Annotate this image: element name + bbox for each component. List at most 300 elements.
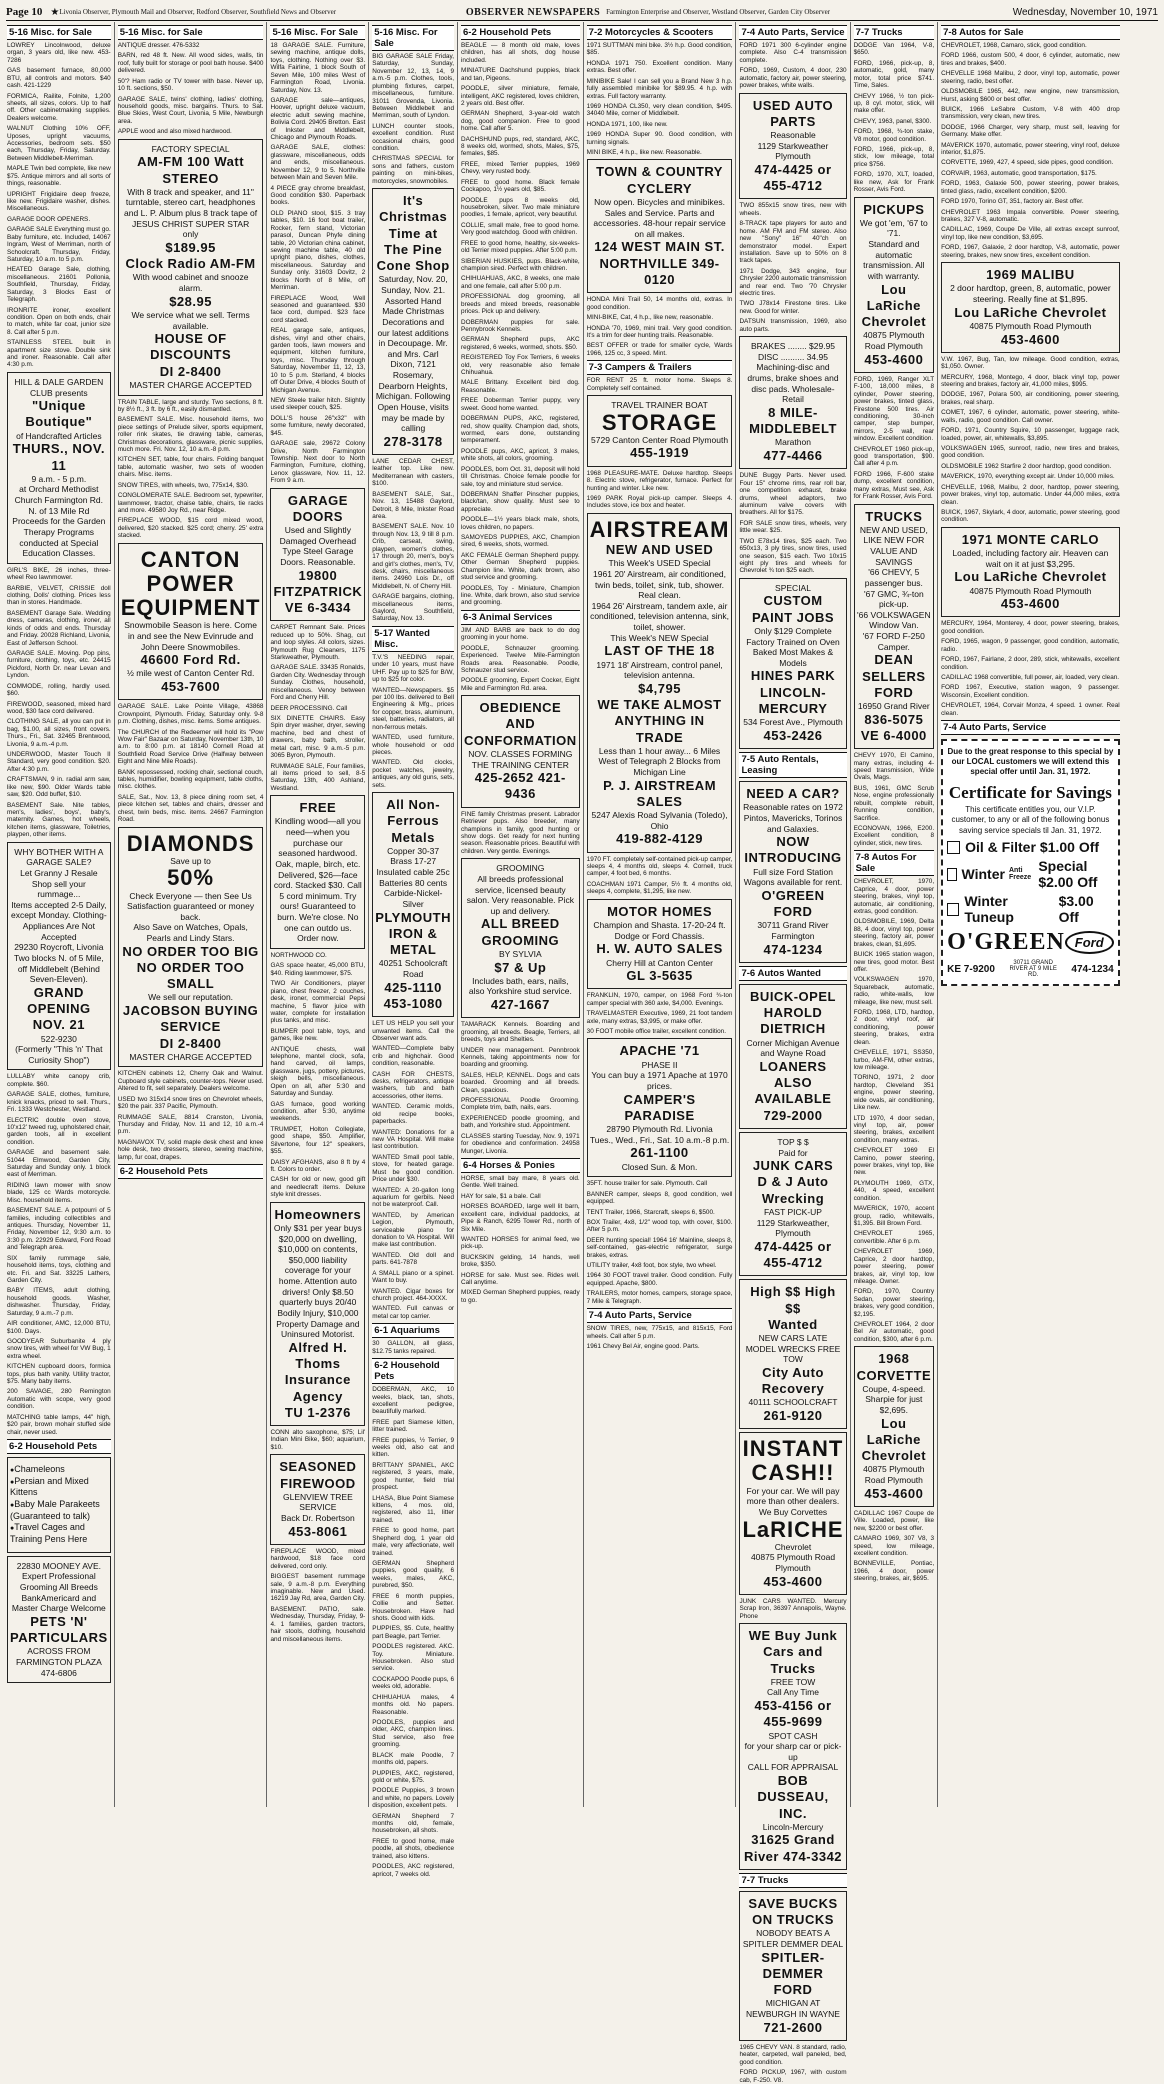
classified-ad: CHEVROLET 1965, convertible. After 6 p.m. — [853, 1230, 935, 1245]
column-2 — [115, 22, 268, 1807]
display-ad-line: GL 3-5635 — [626, 968, 693, 984]
classified-ad: CARPET Remnant Sale. Prices reduced up to 50%. Shag, cut and loop styles. All colors, sizes. Plymouth Rug Cleaners, 1175 Starkweather, Plymouth. — [270, 624, 366, 662]
display-ad-line: 50% — [167, 865, 215, 891]
section-heading: 7-7 Trucks — [854, 25, 935, 40]
display-ad — [461, 858, 580, 1018]
classified-ad: LULLABY white canopy crib, complete. $60. — [7, 1073, 111, 1088]
display-ad-line: MASTER CHARGE ACCEPTED — [129, 379, 252, 390]
classified-ad: CHEVROLET 1969, Caprice, 2 door hardtop, power steering, power brakes, air, vinyl top, low mileage. Owner. — [853, 1248, 935, 1285]
certificate-option — [947, 858, 1114, 890]
classified-ad: BASEMENT SALE, Sat., Nov. 13, 15488 Gaylord, Detroit, 8 Mile, Inkster Road area. — [372, 490, 455, 520]
classified-ad: FOR RENT 25 ft. motor home. Sleeps 8. Completely self contained. — [586, 377, 733, 392]
display-ad-line: NOV. CLASSES FORMING — [468, 748, 573, 759]
classified-ad: 30 FOOT mobile office trailer, excellent condition. — [586, 1028, 727, 1036]
classified-ad: COACHMAN 1971 Camper, 5½ ft. 4 months old, sleeps 4, complete, $1,295, like new. — [586, 880, 733, 896]
classified-ad: 1969 HONDA Super 90. Good condition, with turning signals. — [586, 131, 733, 146]
display-ad — [7, 842, 111, 1071]
display-ad-line: 836-5075 VE 6-4000 — [860, 711, 927, 743]
certificate-option — [947, 893, 1114, 925]
display-ad-line: of Handcrafted Articles — [16, 430, 102, 441]
classified-ad: GARAGE SALE Everything must go. Baby furniture, etc. Included, 14067 Ingram, West of Merriman, north of Schoolcraft. Thursday, Friday, Saturday, 10 a.m. to 5 p.m. — [7, 226, 111, 263]
classified-ad: TAMARACK Kennels. Boarding and grooming, all breeds. Beagle, Terriers, all breeds, toys and Shelties. — [461, 1021, 580, 1044]
classified-ad: OLDSMOBILE, 1969, Delta 88, 4 door, vinyl top, power steering, factory air, power brakes, clean, $1,695. — [853, 918, 935, 948]
display-ad-line: 8 MILE-MIDDLEBELT — [749, 404, 837, 437]
display-ad-line: (Formerly "This 'n' That Curiosity Shop") — [15, 1044, 103, 1065]
classified-ad: OLDSMOBILE 1962 Starfire 2 door hardtop, good condition. — [941, 462, 1112, 470]
classified-ad: HONDA 1971, 100, like new. — [586, 120, 668, 128]
classified-ad: CHEVROLET, 1964, Corvair Monza, 4 speed. 1 owner. Real clean. — [941, 702, 1120, 717]
display-ad-line: MOTOR HOMES — [607, 903, 713, 919]
display-ad-line: '66 VOLKSWAGEN Window Van. — [857, 609, 931, 631]
classified-ad: CAMARO 1969, 307 V8, 3 speed, low mileage, excellent condition. — [853, 1535, 935, 1558]
display-ad-line: Factory Trained on Oven Baked Most Makes & Models — [746, 636, 840, 668]
classified-ad: CASH FOR CHESTS, desks, refrigerators, antique washers, tub and bath accessories, other items. — [372, 1070, 455, 1100]
display-ad — [372, 792, 454, 1017]
display-ad-line: This Week's NEW Special — [610, 632, 709, 643]
classified-ad: KITCHEN SET, table, four chairs. Folding banquet table, automatic washer, two sets of wooden chairs. Misc. items. — [117, 456, 264, 479]
display-ad-line: Back Dr. Robertson — [281, 1513, 355, 1524]
display-ad-line: FAST PICK-UP — [764, 1206, 822, 1217]
classified-ad: FREE 6 month puppies, Collie and Setter. Housebroken. Have had shots. Good with kids. — [372, 1592, 455, 1622]
column-9 — [938, 22, 1123, 1807]
classified-ad: GIRL'S BIKE, 26 inches, three-wheel Reo lawnmower. — [7, 566, 111, 582]
display-ad-line: FREE TOW — [770, 1676, 816, 1687]
display-ad-line: Lou LaRiche Chevrolet — [954, 569, 1107, 585]
display-ad-line: Closed Sun. & Mon. — [621, 1161, 698, 1172]
display-ad-line: TRAVEL TRAINER BOAT — [611, 400, 708, 411]
display-ad-line: We sell our reputation. — [148, 992, 234, 1003]
classified-ad: TENT Trailer, 1966, Starcraft, sleeps 6, $500. — [586, 1208, 715, 1216]
classified-ad: CHEVELLE 1968 Malibu, 2 door, vinyl top, automatic, power steering, radio, best offer. — [941, 70, 1120, 85]
classified-ad: HAY for sale, $1 a bale. Call — [461, 1192, 541, 1200]
star-icon: ★ — [50, 6, 60, 18]
classified-ad: WANTED: Donations for a new VA Hospital. Will make last contribution. — [372, 1128, 455, 1151]
section-heading: 6-2 Household Pets — [461, 25, 580, 40]
classified-ad: GAS basement furnace, 80,000 BTU, all controls and motors. $40 cash. 421-1229 — [7, 67, 111, 90]
classified-ad: FORD, 1970, XLT, loaded, like new, Ask for Frank Rosser, Avis Ford. — [853, 171, 935, 194]
classified-ad: GARAGE bargains, clothing, miscellaneous items, Gaylord, Southfield, Saturday, Nov. 13. — [372, 593, 455, 623]
classified-ad: DATSUN transmission, 1969, also auto parts. — [739, 318, 847, 333]
classified-ad: BASEMENT SALE. Misc. household items, two piece settings of Prelude silver, sports equipment, roller rink skates, tie drawing table, cameras, Christmas decorations, glassware, picnic supplies, much more. Fri. Nov. 12, 10 a.m.-8 p.m. — [117, 416, 264, 454]
classified-ad: PLYMOUTH 1969, GTX, 440, 4 speed, excellent condition. — [853, 1179, 935, 1202]
display-ad-line: D & J Auto Wrecking — [757, 1174, 829, 1206]
display-ad-line: Lou LaRiche Chevrolet — [861, 1415, 927, 1464]
classified-ad: POODLE pups 8 weeks old, housebroken, silver. Two male miniature poodles, 1 female, apricot, very beautiful. — [461, 196, 580, 219]
classified-ad: WALNUT Clothing 10% OFF, Uposes, upright vacuums, Accessories, bedroom sets. $50 each, Thursday, Friday, Saturday. Between Middlebelt-Merriman. — [7, 125, 111, 162]
classified-ad: BUS, 1961, GMC Scrub Nose, engine professionally rebuilt, complete rebuilt, Running condition, Sacrifice. — [853, 784, 935, 822]
classified-ad: SIBERIAN HUSKIES, pups. Black-white, champion sired. Perfect with children. — [461, 257, 580, 272]
display-ad-line: 453-7600 — [161, 679, 221, 694]
option-label: Oil & Filter — [965, 839, 1036, 856]
section-heading: 5-16 Misc. for Sale — [118, 25, 264, 40]
display-ad — [739, 93, 846, 200]
display-ad-line: CUSTOM PAINT JOBS — [751, 593, 835, 625]
display-ad-line: 1969 MALIBU — [986, 267, 1075, 283]
classified-ad: COLLIE, small male, free to good home. Very good watchdog. Good with children. — [461, 221, 580, 237]
display-ad-line: You can buy a 1971 Apache at 1970 prices. — [591, 1070, 728, 1091]
classified-ad: HORSE, small bay mare, 8 years old. Gentle. Well trained. — [461, 1175, 580, 1190]
classified-ad: WANTED, used furniture, whole household or odd pieces. — [372, 734, 455, 756]
classified-ad: CONGLOMERATE SALE. Bedroom set, typewriter, lawnmower, tractor, chaise table, chairs, tie racks and more. 49580 Joy Rd., near Ridge. — [117, 492, 264, 514]
classified-ad: JUNK CARS WANTED. Mercury Scrap Iron, 36397 Annapolis, Wayne. Phone — [739, 1597, 847, 1620]
classified-ad: BIG GARAGE SALE Friday, Saturday, Sunday, November 12, 13, 14, 9 a.m.-5 p.m. Clothes, tools, plumbing fixtures, carpet, miscellaneous, furniture. 31011 Grovenda, Livonia. Between Middlebelt and Merriman, south of Lyndon. — [372, 53, 455, 120]
classified-ad: V.W. 1967, Bug, Tan, low mileage. Good condition, extras, $1,050. Owner. — [941, 355, 1120, 371]
classified-ad: USED two 315x14 snow tires on Chevrolet wheels, $20 the pair. 337 Pacific, Plymouth. — [117, 1095, 264, 1111]
display-ad — [372, 188, 454, 455]
checkbox-icon — [947, 841, 960, 854]
display-ad-line: Includes bath, ears, nails, also Yorkshire stud service. — [468, 975, 572, 997]
classified-ad: FORD, 1967, Fairlane, 2 door, 289, stick, whitewalls, excellent condition. — [941, 656, 1120, 671]
display-ad-line: 522-9230 — [40, 1033, 77, 1044]
display-ad-line: Satisfaction guaranteed or money back. — [127, 901, 255, 922]
display-ad-line: STORAGE — [601, 409, 718, 435]
display-ad-line: WHY BOTHER WITH A GARAGE SALE? — [14, 846, 104, 868]
display-ad-line: NEED A CAR? — [746, 786, 840, 802]
classified-ad: DACHSHUND pups, red, standard, AKC, 8 weeks old, wormed, shots, Males, $75, females, $85. — [461, 135, 580, 158]
classified-ad: WANTED Small pool table, stove, for heated garage. Must be good condition. Price under $30. — [372, 1153, 455, 1184]
display-ad-line: 1961 20' Airstream, air conditioned, twin beds, toilet, sink, tub, shower. Real clean. — [593, 568, 727, 601]
classified-ad: VOLKSWAGEN 1970, Squareback, automatic, radio, white-walls, low mileage, like new, must sell. — [853, 976, 935, 1006]
classified-ad: GARAGE DOOR OPENERS. — [7, 215, 91, 223]
classified-ad: TWO Air Conditioners, player piano, chest freezer, 2 couches, desk, ironer, commercial Pepsi machine, 5 flavor juice with water, complete for installation plus tanks, and misc. — [270, 980, 366, 1025]
classified-ad: BUICK, 1967, Skylark, 4 door, automatic, power steering, good condition. — [941, 508, 1120, 524]
classified-ad: DODGE, 1966 Charger, very sharp, must sell, leaving for Germany. Make offer. — [941, 123, 1120, 139]
classified-ad: CHEVY, 1963, panel, $300. — [853, 117, 932, 125]
page-number: Page 10 — [6, 6, 43, 18]
display-ad-line: 453-8061 — [288, 1523, 348, 1539]
classified-ad: 1969 PARK Royal pick-up camper. Sleeps 4. Includes stove, ice box and heater. — [586, 494, 733, 510]
classified-ad: CHEVROLET 1964, 2 door Bel Air automatic, good condition, $300, after 6 p.m. — [853, 1321, 935, 1343]
classified-ad: GERMAN Shepherd puppies, good quality, 6 weeks, males, AKC, purebred, $50. — [372, 1559, 455, 1590]
display-ad-line: Corner Michigan Avenue and Wayne Road — [746, 1037, 840, 1059]
display-ad-line: Saturday, Nov. 20, Sunday, Nov. 21. Assorted Hand Made Christmas Decorations and our latest additions in Decoupage. Mr. and Mrs. Carl Dixon, 7121 Rosemary, Dearborn Heights, Michigan. Following Open House, visits may be made by calling — [375, 274, 451, 434]
display-ad-line: 1971 MONTE CARLO — [961, 531, 1100, 547]
display-ad-line: 425-1110 453-1080 — [383, 979, 443, 1011]
classified-ad: CORVETTE, 1969, 427, 4 speed, side pipes, good condition. — [941, 159, 1114, 167]
classified-ad: BUMPER pool table, toys, and games, like new. — [270, 1027, 366, 1043]
display-ad — [587, 395, 733, 467]
display-ad-line: CALL FOR APPRAISAL — [747, 1762, 839, 1773]
display-ad-line: 455-1919 — [630, 445, 690, 461]
classified-columns — [4, 22, 1160, 2084]
classified-ad: MINIATURE Dachshund puppies, black and tan, Pigeons. — [461, 67, 580, 82]
classified-ad: TRAVELMASTER Executive, 1969, 21 foot tandem axle, many extras, $3,995, or make offer. — [586, 1010, 733, 1025]
classified-ad: WANTED—Newspapers. $5 per 100 lbs. delivered to Bell Engineering & Mfg., prices for copper, brass, aluminum, steel, batteries, radiators, all non-ferrous metals. — [372, 686, 455, 731]
classified-ad: COMET, 1967, 6 cylinder, automatic, power steering, white-walls, radio, good condition. Call owner. — [941, 409, 1120, 424]
classified-ad: OLDSMOBILE 1965, 442, new engine, new transmission, Hurst, asking $600 or best offer. — [941, 88, 1120, 103]
classified-ad: COMMODE, rolling, hardly used. $60. — [7, 682, 111, 698]
display-ad-line: APACHE '71 — [619, 1043, 700, 1059]
classified-ad: CHEVROLET 1960 pick-up, good transportation, $90. Call after 4 p.m. — [853, 445, 935, 468]
classified-ad: FORD, 1965, wagon, 9 passenger, good condition, automatic, radio. — [941, 638, 1120, 653]
section-heading: 7-4 Auto Parts, Service — [941, 720, 1120, 735]
classified-ad: FORD 1966, custom 500, 4 door, 6 cylinder, automatic, new tires and brakes, $400. — [941, 52, 1120, 67]
dealer-phone — [947, 964, 995, 975]
classified-ad: BASEMENT Sale. Nite tables, men's, ladies', boys', baby's, maternity. Games, hot wheels, kitchen items, glassware, Toiletries, playpen, other items. — [7, 801, 111, 839]
classified-ad: FORD PICKUP, 1967, with custom cab, F-250. V8. — [739, 2069, 847, 2084]
display-ad-line: 40875 Plymouth Road Plymouth — [750, 1552, 836, 1573]
display-ad-line: 28790 Plymouth Rd. Livonia — [606, 1124, 713, 1135]
column-6 — [584, 22, 737, 1807]
classified-ad: POODLE—1½ years black male, shots, loves children, no papers. — [461, 516, 580, 531]
classified-ad: CHEVROLET, 1970, Caprice, 4 door, power steering, brakes, vinyl top, automatic, air conditioning, extras, good condition. — [853, 878, 935, 915]
classified-ad: COCKAPOO Poodle pups, 6 weeks old, adorable. — [372, 1675, 455, 1691]
classified-ad: GAS space heater, 45,000 BTU, $40. Riding lawnmower, $75. — [270, 962, 366, 977]
display-ad — [270, 488, 365, 622]
section-heading: 7-3 Campers & Trailers — [587, 360, 733, 375]
display-ad-line: BankAmericard and Master Charge Welcome — [11, 1592, 106, 1614]
display-ad-line: PETS 'N' PARTICULARS — [10, 1613, 108, 1646]
section-heading: 7-7 Trucks — [739, 1873, 846, 1888]
classified-ad: FORD, 1968, LTD, hardtop, 2 door, vinyl roof, air conditioning, power steering, brakes, extra clean. — [853, 1009, 935, 1046]
column-7 — [736, 22, 850, 2084]
classified-ad: NEW Steele trailer hitch. Slightly used sleeper couch, $25. — [270, 396, 366, 412]
display-ad — [270, 795, 365, 949]
display-ad-line: LOANERS ALSO AVAILABLE — [754, 1058, 832, 1107]
display-ad-line: DIAMONDS — [126, 830, 255, 856]
dealer-name: O'GREEN — [947, 929, 1065, 956]
dealer-address: 30711 GRAND RIVER AT 9 MILE RD. — [1009, 960, 1057, 979]
display-ad — [587, 899, 733, 990]
display-ad-line: only — [182, 229, 199, 240]
classified-ad: FREE to good home, healthy, six-weeks-old Terrier mixed puppies. After 5:00 p.m. — [461, 239, 580, 255]
display-ad-line: 124 WEST MAIN ST. NORTHVILLE 349-0120 — [594, 239, 725, 287]
display-ad-line: 1964 26' Airstream, tandem axle, air conditioned, television antenna, sink, toilet, shower. — [590, 600, 730, 633]
classified-ad: WANTED. Old doll and parts. 641-7878 — [372, 1251, 455, 1267]
display-ad-line: 40111 SCHOOLCRAFT — [748, 1397, 838, 1408]
display-ad — [739, 1891, 846, 2041]
display-ad-line: Full size Ford Station Wagons available for rent. — [743, 866, 843, 888]
display-ad-line: 2 door hardtop, green, 8, automatic, power steering. Really fine at $1,895. — [950, 283, 1111, 304]
classified-ad: FOR SALE snow tires, wheels, very little wear. $25. — [739, 519, 847, 535]
column-8 — [851, 22, 939, 1807]
section-heading: 5-16 Misc. For Sale — [270, 25, 365, 40]
classified-ad: GARAGE SALE, twins' clothing, ladies' clothing, household goods, misc. bargains. Thurs. to Sat. Blue Skies, West Court, Livonia, 5 Mile, Newburgh area. — [117, 95, 264, 125]
classified-ad: BASEMENT SALE. A potpourri of 5 families, including collectibles and antiques. Thursday, November 11, Friday, November 12, 9:30 a.m. to 3:30 p.m. 22929 Edward, Ford Road and Telegraph area. — [7, 1207, 111, 1252]
classified-ad: FORD, 1968, ¾-ton stake, V8 motor, good condition. — [853, 128, 935, 143]
display-ad-line: PICKUPS — [863, 201, 925, 217]
section-heading: 6-3 Animal Services — [461, 610, 580, 625]
display-ad-line: SAVE BUCKS ON TRUCKS — [748, 1895, 838, 1928]
section-heading: 7-4 Auto Parts, Service — [741, 27, 845, 38]
classified-ad: LET US HELP you sell your unwanted items. Call the Observer want ads. — [372, 1020, 455, 1042]
display-ad-line: $189.95 — [165, 239, 216, 255]
section-heading: 5-17 Wanted Misc. — [372, 626, 454, 652]
display-ad-line: High $$ High $$ — [750, 1284, 836, 1316]
issue-date: Wednesday, November 10, 1971 — [1012, 6, 1158, 18]
classified-ad: CHEVY 1970, El Camino, many extras, including 4-speed transmission, Wide Ovals, Mags. — [853, 752, 935, 782]
classified-ad: BANK repossessed, rocking chair, sectional couch, tables, humidifier, bowling equipment, table cloths, misc. clothes. — [117, 768, 264, 791]
classified-ad: GARAGE and basement sale. 51044 Elmwood, Garden City, Saturday and Sunday only. 1 block east of Merriman. — [7, 1149, 111, 1179]
display-ad-line: TU 1-2376 — [284, 1404, 351, 1420]
classified-ad: BEAGLE — 8 month old male, loves children, has all shots, dog house included. — [461, 42, 580, 64]
classified-ad: FIREPLACE WOOD, $15 cord mixed wood, delivered, $20 stacked. $25 cord; cherry. 25' extra stacked. — [117, 517, 264, 540]
classified-ad: CHRISTMAS SPECIAL for sons and fathers, custom painting on mini-bikes, motorcycles, snowmobiles. — [372, 155, 455, 185]
display-ad-line: PHASE II — [641, 1059, 678, 1070]
classified-ad: CADILLAC, 1969, Coupe De Ville, all extras except sunroof, vinyl top, like new condition, $3,695. — [941, 226, 1120, 241]
classified-ad: CADILLAC 1967 Coupe de Ville. Loaded, power, like new, $2200 or best offer. — [853, 1509, 935, 1532]
display-ad-line: O'GREEN FORD — [761, 887, 825, 920]
display-ad-line: 453-2426 — [763, 727, 823, 743]
display-ad-line: 40875 Plymouth Road Plymouth — [969, 320, 1092, 331]
display-ad — [941, 262, 1120, 353]
display-ad-line: NOW INTRODUCING — [744, 834, 842, 866]
section-heading: 7-8 Autos For Sale — [854, 850, 935, 876]
classified-ad: CHEVELLE, 1971, SS350, turbo, AM-FM, other extras, low mileage. — [853, 1049, 935, 1071]
classified-ad: FIREPLACE Wood, Well seasoned and guaranteed. $30 face cord, dumped. $23 face cord stacked. — [270, 294, 366, 324]
classified-ad: The CHURCH of the Redeemer will hold its "Pow Wow Fair" Bazaar on Saturday, November 13th, 10 a.m. to 8:00 p.m. at 18140 Cornell Road at Southfield Road Service Drive (Halfway between Eight and Nine Mile Roads). — [117, 728, 264, 766]
classified-ad: CHIHUAHUA males, 4 months old. No papers. Reasonable. — [372, 1693, 455, 1716]
display-ad-line: Only $129 Complete — [754, 625, 832, 636]
classified-ad: POODLE Puppies, 3 brown and white, no papers. Lovely disposition, excellent pets. — [372, 1787, 455, 1810]
display-ad-line: 16950 Grand River — [857, 701, 930, 712]
display-ad-line: PLYMOUTH IRON & METAL — [375, 909, 452, 958]
ford-logo: Ford — [1065, 931, 1114, 954]
classified-ad: BOX Trailer, 4x8, 1/2" wood top, with cover, $100. After 5 p.m. — [586, 1218, 733, 1234]
classified-ad: GAS furnace, good working condition, after 5:30, anytime weekends. — [270, 1100, 366, 1123]
display-ad-line: BUICK-OPEL HAROLD DIETRICH — [750, 988, 836, 1037]
classified-ad: GARAGE sale—antiques, Hoover, upright deluxe vacuum, electric adult sewing machine, Bolivia Cord. 29405 Bretton. East of Inkster and Middlebelt, Chicago and Plymouth Roads. — [270, 96, 366, 142]
section-heading: 7-4 Auto Parts, Service — [587, 1308, 733, 1323]
classified-ad: DOBERMAN puppies for sale. Pennybrook Kennels. — [461, 318, 580, 333]
classified-ad: LOWREY Lincolnwood, deluxe organ, 3 years old, like new. 453-7286 — [7, 42, 111, 64]
classified-ad: LUNCH counter stools, excellent condition. Rust occasional chairs, good condition. — [372, 122, 455, 153]
classified-ad: BASEMENT. PATIO, sale. Wednesday, Thursday, Friday, 9-4. 1 families, garden tractors, hair stools, clothing, household and miscellaneous items. — [270, 1605, 366, 1643]
classified-ad: FORD, 1966, pick-up, 8, automatic, gold, many motor, total price $741. Time, Sales. — [853, 59, 935, 90]
classified-ad: 1964 30 FOOT travel trailer. Good condition. Fully equipped. Apache, $800. — [586, 1272, 733, 1287]
classified-ad: DOBERMAN PUPS, AKC, registered, red, show quality. Champion dad, shots, wormed, ears done, outstanding temperament. — [461, 415, 580, 445]
display-ad — [941, 527, 1120, 618]
classified-ad: CHEVY 1966, ½ ton pick-up, 8 cyl. motor, stick, will make offer. — [853, 92, 935, 115]
display-ad-line: HINES PARK LINCOLN-MERCURY — [750, 668, 836, 716]
display-ad-line: ½ mile west of Canton Center Rd. — [126, 668, 255, 679]
display-ad-line: H. W. AUTO SALES — [596, 941, 723, 957]
classified-ad: CORVAIR, 1963, automatic, good transportation, $175. — [941, 169, 1097, 177]
classified-ad: GOODYEAR Suburbanite 4 ply snow tires, with wheel for VW Bug, 1 extra wheel. — [7, 1337, 111, 1360]
display-ad-line: All breeds professional service, licensed beauty salon. Very reasonable. Pick up and delivery. — [466, 873, 574, 916]
classified-ad: FRANKLIN, 1970, camper, on 1968 Ford ¾-ton camper special with 360 axle, $4,000. Evenings. — [586, 992, 733, 1007]
section-heading: 5-16 Misc. For Sale — [372, 25, 454, 51]
classified-ad: HONDA Mini Trail 50, 14 months old, extras. In good condition. — [586, 296, 733, 311]
certificate-title: Certificate for Savings — [948, 783, 1112, 803]
display-ad-line: Items accepted 2-5 Daily, except Monday. Clothing-Appliances Are Not Accepted — [10, 899, 107, 942]
classified-ad: POODLES, born Oct. 31, deposit will hold till Christmas. Choice female poodle for sale, toy and miniature stud service. — [461, 465, 580, 488]
display-ad-line: '67 FORD F-250 Camper. — [862, 631, 925, 652]
classified-ad: CHIHUAHUAS, AKC, 8 weeks, one male and one female, call after 5:00 p.m. — [461, 275, 580, 290]
display-ad-line: 474-6806 — [40, 1667, 77, 1678]
display-ad-line: Reasonable — [770, 130, 816, 141]
classified-ad: VOLKSWAGEN 1965, sunroof, radio, new tires and brakes, good condition. — [941, 444, 1120, 460]
display-ad-line: 419-882-4129 — [616, 831, 704, 847]
phone-number: 7-9200 — [963, 963, 995, 975]
display-ad-line: TOP $ $ — [777, 1136, 809, 1147]
classified-ad: FORD, 1969, Custom, 4 door, 230 automatic, factory air, power steering, power brakes, white walls. — [739, 67, 847, 90]
display-ad-line: With 8 track and speaker, and 11" turntable, stereo cart, headphones and L. P. Album plus 8 track tape of JESUS CHRIST SUPER STAR — [124, 186, 258, 229]
display-ad-line: 1971 18' Airstream, control panel, television antenna. — [596, 659, 723, 681]
display-ad-line: Wanted — [768, 1316, 818, 1332]
display-ad — [270, 1454, 365, 1545]
section-heading: 6-2 Household Pets — [372, 1358, 454, 1384]
display-ad-line: With wood cabinet and snooze alarm. — [132, 272, 249, 294]
classified-ad: BABY ITEMS, adult clothing, household goods. Washer, dishwasher. Thursday, Friday, Saturday, 9 a.m.-7 p.m. — [7, 1287, 111, 1317]
classified-ad: LANE CEDAR CHEST, leather top. Like new. Mediterranean with casters, $100. — [372, 458, 455, 488]
display-ad-line: 474-4425 or 455-4712 — [754, 1238, 832, 1271]
classified-ad: SNOW TIRES, new, 775x15, and 815x15, Ford wheels. Call after 5 p.m. — [586, 1325, 733, 1340]
classified-ad: MAVERICK 1970, automatic, power steering, vinyl roof, deluxe interior, $1,875. — [941, 141, 1120, 157]
display-ad-line: 453-4600 — [864, 1485, 924, 1501]
classified-ad: MINIBIKE Sale! I can sell you a Brand New 3 h.p. fully assembled minibike for $89.95. 4 h.p. with extras. Full factory warranty. — [586, 77, 733, 100]
classified-ad: 8-TRACK tape players for auto and home. AM FM and FM stereo. Also new "Sony" 16" 40"ch on demonstrator model. Expert installation. Save up to 50% on 8 track tapes. — [739, 220, 847, 265]
classified-ad: FREE to good home. Black female Cockapoo, 1½ years old, $85. — [461, 178, 580, 194]
display-ad-line: WE Buy Junk Cars and Trucks — [748, 1628, 838, 1676]
classified-ad: AKC FEMALE German Shepherd puppy. Other German Shepherd puppies. Champion line. White, dark brown, also stud service and grooming. — [461, 551, 580, 582]
classified-ad: GARAGE SALE. 33435 Ronalds, Garden City. Wednesday through Sunday. Clothes, household, miscellaneous. Venoy between Ford and Cherry Hill. — [270, 664, 366, 702]
option-label: Winter — [961, 866, 1005, 883]
display-ad-line: "Unique Boutique" — [25, 398, 93, 430]
classified-ad: UNDERWOOD, Master Touch II Standard, very good condition. $20. After 4:30 p.m. — [7, 751, 111, 773]
classified-ad: PUPPIES, AKC, registered, gold or white, $75. — [372, 1769, 455, 1784]
classified-ad: FIREPLACE WOOD, mixed hardwood, $18 face cord delivered, cord only. — [270, 1547, 366, 1570]
classified-ad: POODLE, silver miniature, female, intelligent, AKC registered, loves children, 2 years old. Best offer. — [461, 85, 580, 107]
display-ad-line: WE TAKE ALMOST ANYTHING IN TRADE — [597, 697, 722, 745]
display-ad-line: Check Everyone — then See Us — [129, 890, 252, 901]
classified-ad: KITCHEN cabinets 12, Cherry Oak and Walnut. Cupboard style cabinets, counter-tops. Never used. Altered to fit, sell separately. Dealers welcome. — [117, 1070, 264, 1093]
classified-ad: NORTHWOOD CO. — [270, 951, 327, 959]
classified-ad: DUNE Buggy Parts. Never used. Four 15" chrome rims, rear roll bar, one competition exhaust, brake drums, wheel adaptors, two aluminum valve covers with breathers. All for $175. — [739, 472, 847, 517]
section-heading: 6-4 Horses & Ponies — [461, 1158, 580, 1173]
display-ad-line: 477-4466 — [763, 448, 823, 464]
display-ad-line: ALL BREED GROOMING — [481, 916, 560, 948]
display-ad-line: TRUCKS — [865, 508, 923, 524]
display-ad-line: DISC .......... 34.95 — [758, 351, 828, 362]
classified-ad: DOBERMAN Shaffer Pinscher puppies, black/tan, show quality. Must see to appreciate. — [461, 490, 580, 513]
display-ad-line: 729-2000 — [763, 1107, 823, 1123]
classified-ad: HORSES BOARDED, large well lit barn, excellent care, individual paddocks, at Pipe & Ranch, 6295 Tower Rd., north of Six Mile. — [461, 1203, 580, 1233]
classified-ad: CLOTHING SALE, all you can put in bag, $1.00, all sizes, front covers. Thurs., Fri., Sat. 32465 Brentwood, Livonia, 9 a.m.-4 p.m. — [7, 718, 111, 748]
display-ad-line: JACOBSON BUYING SERVICE — [122, 1003, 259, 1035]
classified-ad: SAMOYEDS PUPPIES, AKC, Champion sired, 6 weeks, shots, wormed. — [461, 534, 580, 549]
classified-ad: WANTED. Old clocks, pocket watches, jewelry, antiques, any old guns, sets, sets. — [372, 759, 455, 789]
display-ad-line: NOBODY BEATS A SPITLER DEMMER DEAL — [742, 1928, 844, 1950]
classified-ad: FORD, 1971, Country Squire, 10 passenger, luggage rack, loaded, power, air, whitewalls, $3,895. — [941, 427, 1120, 442]
display-ad-line: Copper 30-37 Brass 17-27 Insulated cable 25c Batteries 80 cents Carbide-Nickel-Silver — [376, 845, 450, 909]
display-ad-line: JUNK CARS — [752, 1158, 834, 1174]
classified-ad: FREE, mixed Terrier puppies, 1969 Chevy, very rusted body. — [461, 160, 580, 176]
classified-ad: DODGE Van 1964, V-8, $650. — [853, 42, 935, 57]
classified-ad: DEER PROCESSING. Call — [270, 704, 348, 712]
display-ad-line: P. J. AIRSTREAM SALES — [603, 777, 717, 809]
display-ad-line: GARAGE DOORS — [287, 492, 348, 524]
display-ad-line: For your car. We will pay more than other dealers. — [746, 1485, 840, 1507]
display-ad-line: INSTANT CASH!! — [742, 1436, 844, 1486]
display-ad-line: Used and Slightly Damaged Overhead Type Steel Garage Doors. Reasonable. — [279, 525, 357, 567]
classified-ad: 1968 PLEASURE-MATE. Deluxe hardtop. Sleeps 8. Electric stove, refrigerator, furnace. Perfect for hunting and winter. Like new. — [586, 469, 733, 492]
display-ad — [118, 139, 264, 396]
classified-ad: 1961 Chevy Bel Air, engine good. Parts. — [586, 1342, 700, 1350]
checkbox-icon — [947, 868, 956, 881]
classified-ad: UNDER new management. Pennbrook Kennels, taking appointments now for boarding and grooming. — [461, 1046, 580, 1069]
display-ad-line: City Auto Recovery — [761, 1364, 825, 1397]
display-ad-line: LaRICHE — [742, 1516, 844, 1542]
classified-ad: UTILITY trailer, 4x8 foot, box style, two wheel. — [586, 1262, 717, 1270]
display-ad-line: CANTON POWER EQUIPMENT — [120, 546, 261, 621]
classified-ad: FINE family Christmas present. Labrador Retriever pups. Also breeder, many champions in family, good hunting or show dogs. Get ready for next hunting season. Reasonable prices. Beautiful with children. Very gentle. Evenings. — [461, 810, 580, 855]
classified-ad: GARAGE SALE, clothes, furniture, knick knacks, priced to sell. Thurs., Fri. 1333 Westchester, Westland. — [7, 1091, 111, 1114]
classified-ad: POODLE grooming, Expert Cocker, Eight Mile and Farmington Rd. area. — [461, 677, 580, 692]
dealer-contact — [947, 960, 1114, 978]
classified-ad: ECONOVAN, 1966, E200. Excellent condition, 8 cylinder, stick, new tires. — [853, 825, 935, 847]
display-ad-line: DI 2-8400 — [159, 363, 222, 379]
